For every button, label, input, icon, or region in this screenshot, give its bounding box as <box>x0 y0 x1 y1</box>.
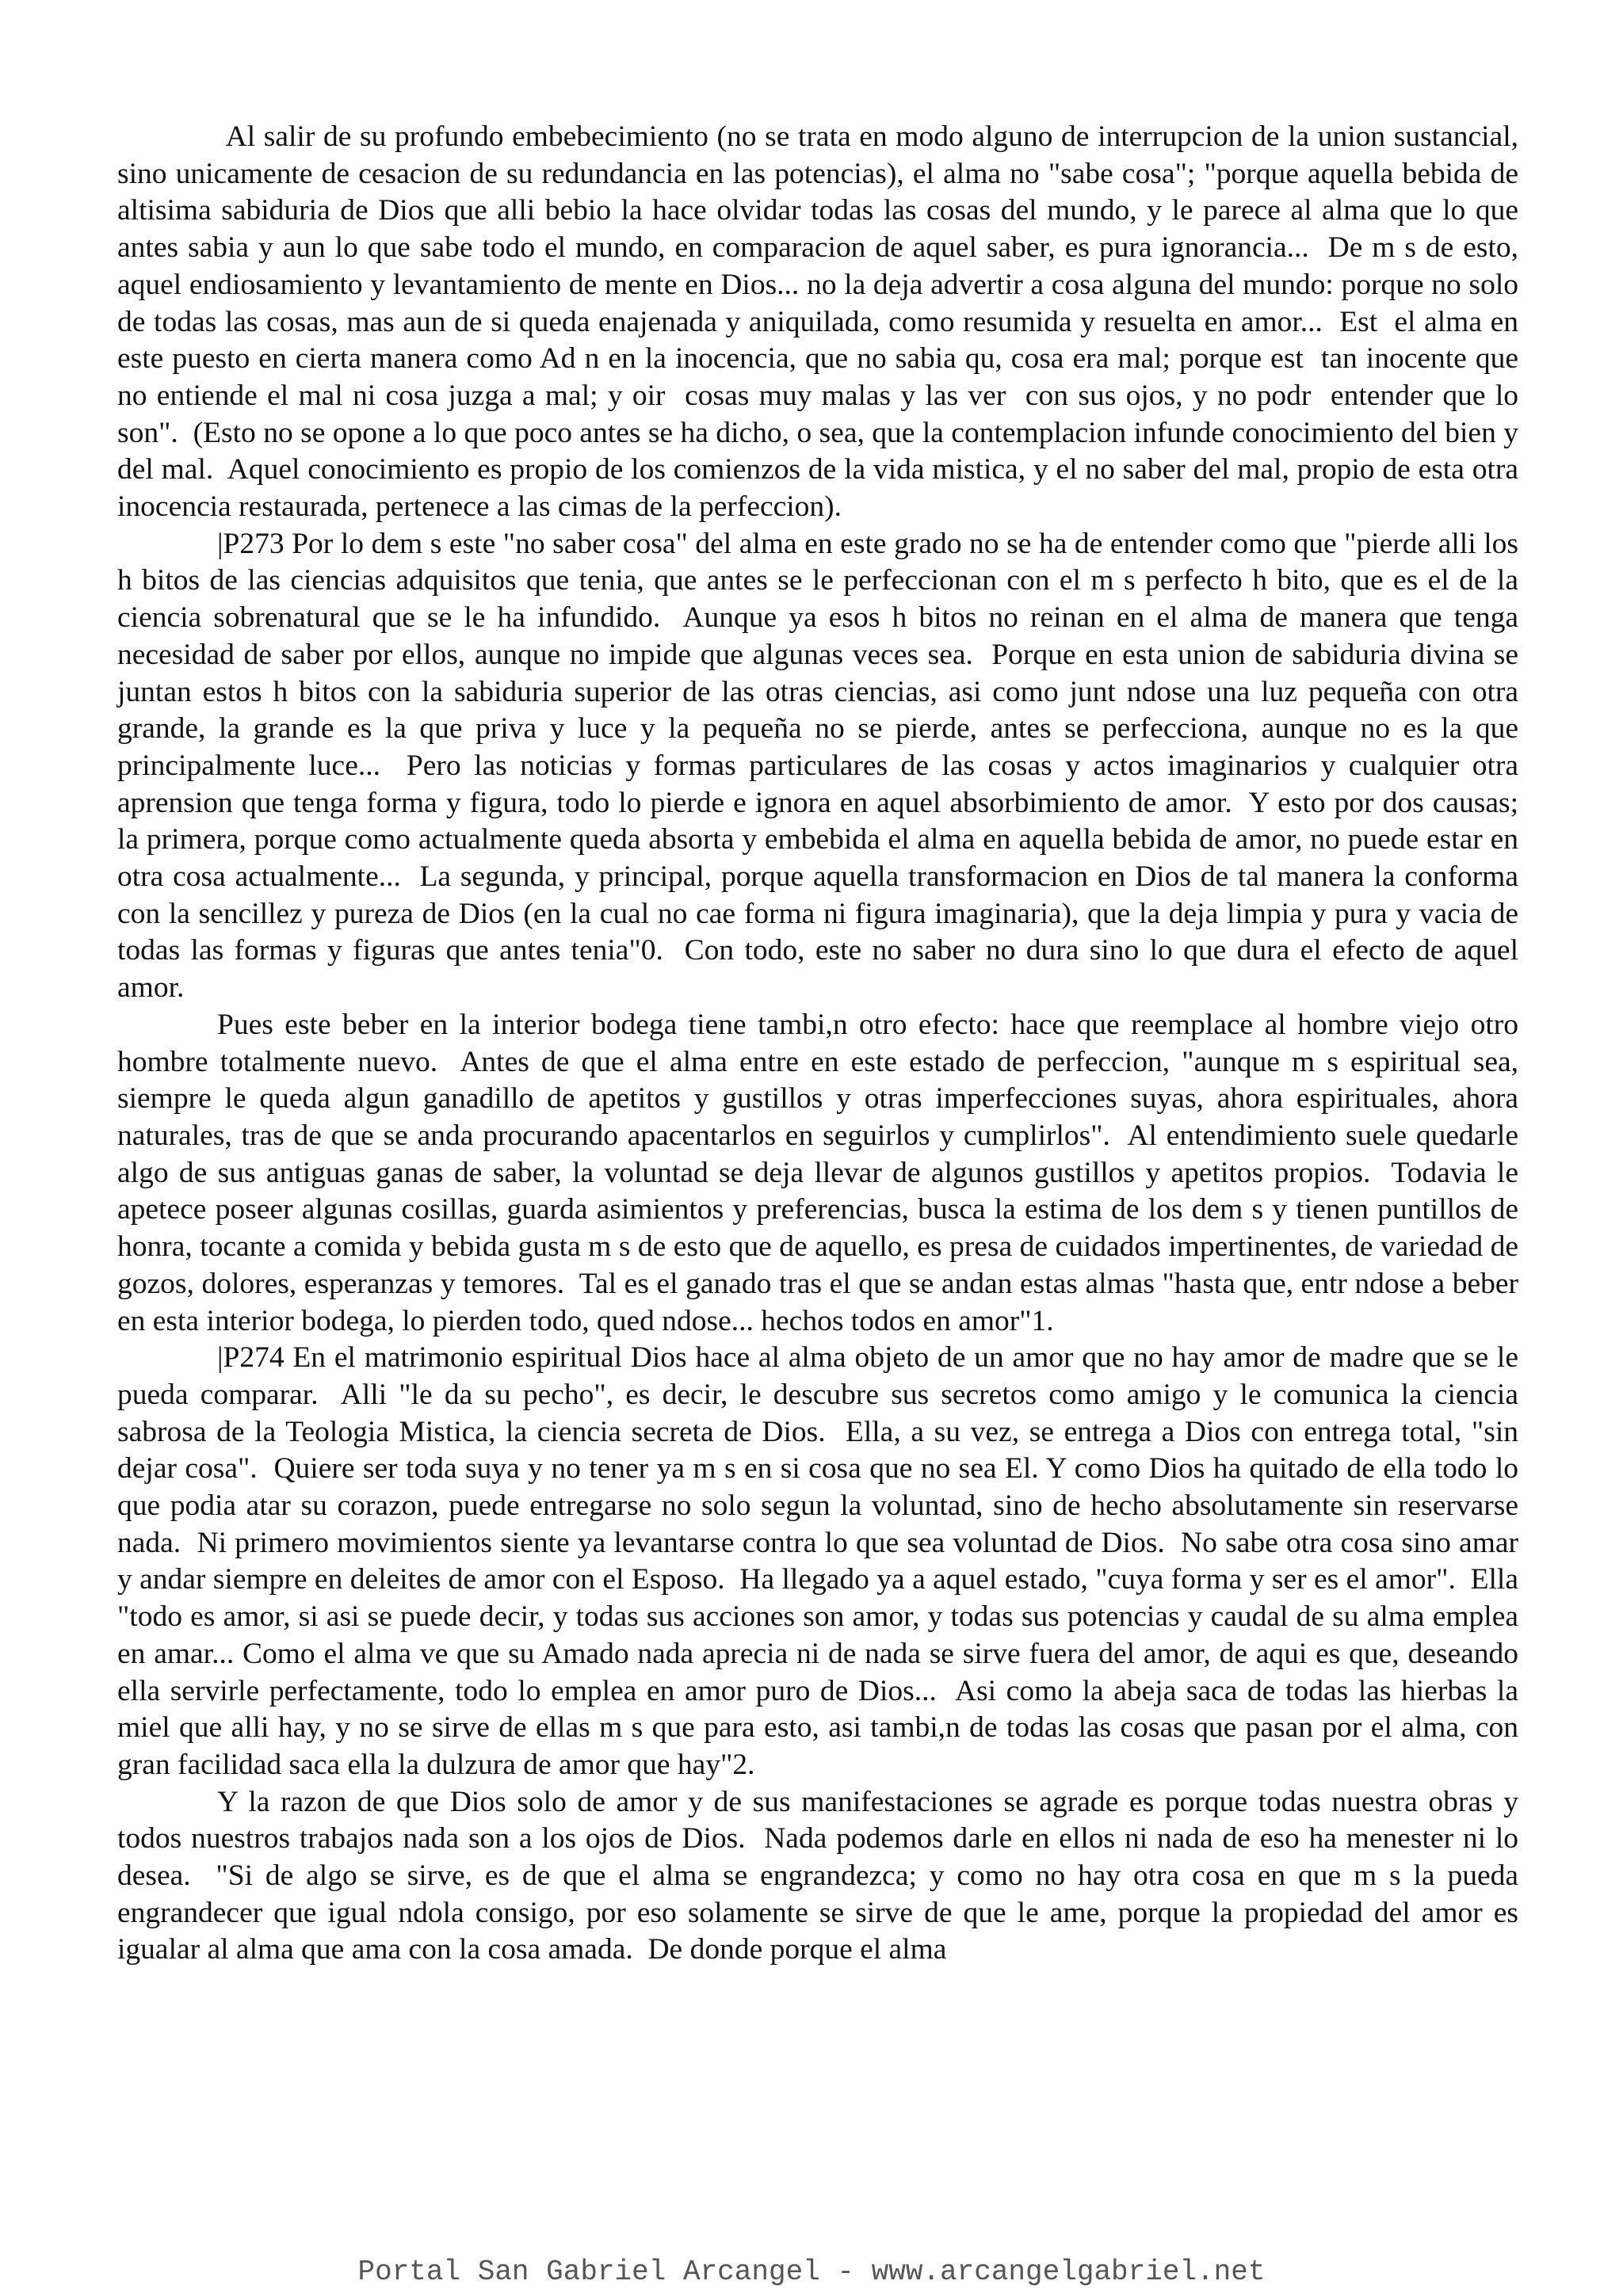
paragraph-2: |P273 Por lo dem s este "no saber cosa" del alma en este grado no se ha de entender como que "pierde alli los h bitos de las ciencias adquisitos que tenia, que antes se le perfeccionan con el m s perfecto h bito, que es el de la ciencia sobrenatural que se le ha infundido. Aunque ya esos h bitos no reinan en el alma de manera que tenga necesidad de saber por ellos, aunque no impide que algunas veces sea. Porque en esta union de sabiduria divina se juntan estos h bitos con la sabiduria superior de las otras ciencias, asi como junt ndose una luz pequeña con otra grande, la grande es la que priva y luce y la pequeña no se pierde, antes se perfecciona, aunque no es la que principalmente luce... Pero las noticias y formas particulares de las cosas y actos imaginarios y cualquier otra aprension que tenga forma y figura, todo lo pierde e ignora en aquel absorbimiento de amor. Y esto por dos causas; la primera, porque como actualmente queda absorta y embebida el alma en aquella bebida de amor, no puede estar en otra cosa actualmente... La segunda, y principal, porque aquella transformacion en Dios de tal manera la conforma con la sencillez y pureza de Dios (en la cual no cae forma ni figura imaginaria), que la deja limpia y pura y vacia de todas las formas y figuras que antes tenia"0. Con todo, este no saber no dura sino lo que dura el efecto de aquel amor. <box>117 527 1526 1005</box>
paragraph-1: Al salir de su profundo embebecimiento (no se trata en modo alguno de interrupcion de la union sustancial, sino unicamente de cesacion de su redundancia en las potencias), el alma no "sabe cosa"; "porque aquella bebida de altisima sabiduria de Dios que alli bebio la hace olvidar todas las cosas del mundo, y le parece al alma que lo que antes sabia y aun lo que sabe todo el mundo, en comparacion de aquel saber, es pura ignorancia... De m s de esto, aquel endiosamiento y levantamiento de mente en Dios... no la deja advertir a cosa alguna del mundo: porque no solo de todas las cosas, mas aun de si queda enajenada y aniquilada, como resumida y resuelta en amor... Est el alma en este puesto en cierta manera como Ad n en la inocencia, que no sabia qu, cosa era mal; porque est tan inocente que no entiende el mal ni cosa juzga a mal; y oir cosas muy malas y las ver con sus ojos, y no podr entender que lo son". (Esto no se opone a lo que poco antes se ha dicho, o sea, que la contemplacion infunde conocimiento del bien y del mal. Aquel conocimiento es propio de los comienzos de la vida mistica, y el no saber del mal, propio de esta otra inocencia restaurada, pertenece a las cimas de la perfeccion). <box>117 120 1526 524</box>
paragraph-3: Pues este beber en la interior bodega tiene tambi,n otro efecto: hace que reemplace al hombre viejo otro hombre totalmente nuevo. Antes de que el alma entre en este estado de perfeccion, "aunque m s espiritual sea, siempre le queda algun ganadillo de apetitos y gustillos y otras imperfecciones suyas, ahora espirituales, ahora naturales, tras de que se anda procurando apacentarlos en seguirlos y cumplirlos". Al entendimiento suele quedarle algo de sus antiguas ganas de saber, la voluntad se deja llevar de algunos gustillos y apetitos propios. Todavia le apetece poseer algunas cosillas, guarda asimientos y preferencias, busca la estima de los dem s y tienen puntillos de honra, tocante a comida y bebida gusta m s de esto que de aquello, es presa de cuidados impertinentes, de variedad de gozos, dolores, esperanzas y temores. Tal es el ganado tras el que se andan estas almas "hasta que, entr ndose a beber en esta interior bodega, lo pierden todo, qued ndose... hechos todos en amor"1. <box>117 1008 1526 1337</box>
paragraph-5: Y la razon de que Dios solo de amor y de sus manifestaciones se agrade es porque todas nuestra obras y todos nuestros trabajos nada son a los ojos de Dios. Nada podemos darle en ellos ni nada de eso ha menester ni lo desea. "Si de algo se sirve, es de que el alma se engrandezca; y como no hay otra cosa en que m s la pueda engrandecer que igual ndola consigo, por eso solamente se sirve de que le ame, porque la propiedad del amor es igualar al alma que ama con la cosa amada. De donde porque el alma <box>117 1785 1526 1966</box>
page-footer: Portal San Gabriel Arcangel - www.arcangelgabriel.net <box>357 2256 1266 2288</box>
paragraph-4: |P274 En el matrimonio espiritual Dios hace al alma objeto de un amor que no hay amor de madre que se le pueda comparar. Alli "le da su pecho", es decir, le descubre sus secretos como amigo y le comunica la ciencia sabrosa de la Teologia Mistica, la ciencia secreta de Dios. Ella, a su vez, se entrega a Dios con entrega total, "sin dejar cosa". Quiere ser toda suya y no tener ya m s en si cosa que no sea El. Y como Dios ha quitado de ella todo lo que podia atar su corazon, puede entregarse no solo segun la voluntad, sino de hecho absolutamente sin reservarse nada. Ni primero movimientos siente ya levantarse contra lo que sea voluntad de Dios. No sabe otra cosa sino amar y andar siempre en deleites de amor con el Esposo. Ha llegado ya a aquel estado, "cuya forma y ser es el amor". Ella "todo es amor, si asi se puede decir, y todas sus acciones son amor, y todas sus potencias y caudal de su alma emplea en amar... Como el alma ve que su Amado nada aprecia ni de nada se sirve fuera del amor, de aqui es que, deseando ella servirle perfectamente, todo lo emplea en amor puro de Dios... Asi como la abeja saca de todas las hierbas la miel que alli hay, y no se sirve de ellas m s que para esto, asi tambi,n de todas las cosas que pasan por el alma, con gran facilidad saca ella la dulzura de amor que hay"2. <box>117 1341 1526 1781</box>
document-body <box>117 119 1526 1969</box>
